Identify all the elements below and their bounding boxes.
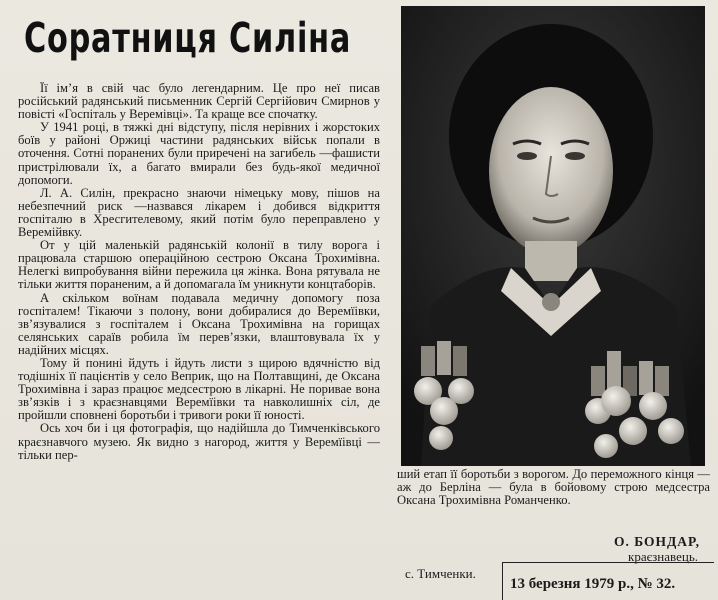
dateline: 13 березня 1979 р., № 32. <box>510 576 676 592</box>
paragraph-5: А скільком воїнам подавала медичну допомогу поза госпіталем! Тікаючи з полону, вони добиралися до Веремїівки, зв’язувалися з госпіталем і Оксана Трохимівна на горищах селянських сараїв робила їм перев’язки, влаштовувала їх у надійних місцях. <box>18 290 380 357</box>
dateline-rule <box>502 562 714 563</box>
dateline-rule-vertical <box>502 562 503 600</box>
paragraph-1: Її ім’я в свій час було легендарним. Це про неї писав російський радянський письменник Сергій Сергійович Смирнов у повісті «Госпіталь у Веремівці». Та краще все спочатку. <box>18 82 380 122</box>
article-body-column <box>18 82 380 587</box>
place-line: с. Тимченки. <box>405 566 476 581</box>
article-title: Соратниця Силіна <box>24 14 352 62</box>
paragraph-3: Л. А. Силін, прекрасно знаючи німецьку мову, пішов на небезпечний риск —назвався лікарем і добився відкриття госпіталю в Хресгителевому, який потім було переправлено у Веремійвку. <box>18 185 380 240</box>
article-continuation: ший етап її боротьби з ворогом. До переможного кінця — аж до Берліна — була в бойовому строю медсестра Оксана Трохимівна Романченко. <box>397 467 710 508</box>
paragraph-2: У 1941 році, в тяжкі дні відступу, після нерівних і жорстоких боїв у районі Оржиці частини радянських військ попали в оточення. Сотні поранених були приречені на загибель —фашисти пристрілювали їх, а багато вмирали без будь-якої медичної допомоги. <box>18 120 380 187</box>
portrait-illustration <box>401 6 705 466</box>
paragraph-6: Тому й понині йдуть і йдуть листи з щирою вдячністю від тодішніх її пацієнтів у село Веприк, що на Полтавщині, де Оксана Трохимівна і зараз працює медсестрою в лікарні. Не поривае вона зв’язків і з краєзнавцями Веремїівки та навколишніх сіл, де пройшли сповнені боротьби і тривоги роки її юності. <box>18 355 380 423</box>
author-name: О. БОНДАР, <box>613 534 700 549</box>
author-role: краєзнавець. <box>628 549 698 564</box>
portrait-photo <box>401 6 705 466</box>
paragraph-4: От у цій маленькій радянській колонії в тилу ворога і працювала старшою операційною сестрою Оксана Трохимівна. Нелегкі випробування війни пережила ця жінка. Вона рятувала не тільки життя пораненим, а й допомагала їм уникнути концтаборів. <box>18 238 380 292</box>
paragraph-7: Ось хоч би і ця фотографія, що надійшла до Тимченківського краєзнавчого музею. Як видно з нагород, життя у Веремїівці — тільки пер- <box>18 421 380 462</box>
